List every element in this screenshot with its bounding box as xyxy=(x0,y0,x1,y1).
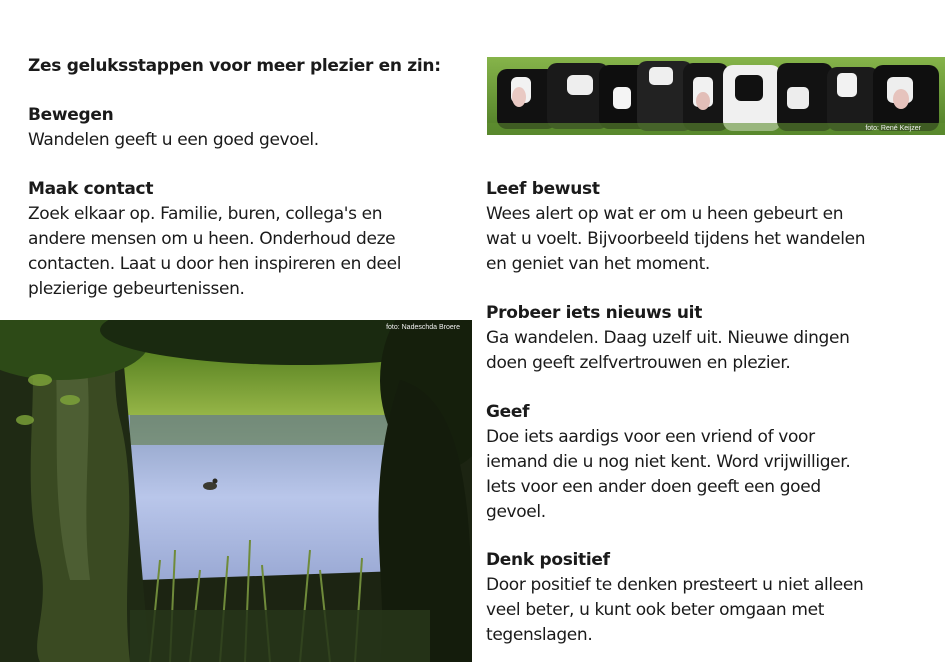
section-denk-positief xyxy=(486,548,926,648)
section-heading: Leef bewust xyxy=(486,179,600,199)
section-probeer-iets-nieuws xyxy=(486,301,926,376)
section-leef-bewust xyxy=(486,177,926,277)
section-text: Wees alert op wat er om u heen gebeurt en wat u voelt. Bijvoorbeeld tijdens het wandelen en geniet van het moment. xyxy=(486,204,866,274)
section-heading: Probeer iets nieuws uit xyxy=(486,303,703,323)
section-maak-contact xyxy=(28,177,458,302)
section-geef xyxy=(486,400,926,525)
section-text: Door positief te denken presteert u niet alleen veel beter, u kunt ook beter omgaan met tegenslagen. xyxy=(486,575,864,645)
section-text: Zoek elkaar op. Familie, buren, collega's en andere mensen om u heen. Onderhoud deze contacten. Laat u door hen inspireren en deel plezierige gebeurtenissen. xyxy=(28,204,402,299)
section-text: Ga wandelen. Daag uzelf uit. Nieuwe dingen doen geeft zelfvertrouwen en plezier. xyxy=(486,328,850,373)
section-text: Doe iets aardigs voor een vriend of voor iemand die u nog niet kent. Word vrijwilliger. Iets voor een ander doen geeft een goed gevoel. xyxy=(486,427,851,522)
section-heading: Geef xyxy=(486,402,530,422)
pond-photo xyxy=(0,320,472,662)
section-heading: Bewegen xyxy=(28,105,114,125)
section-text: Wandelen geeft u een goed gevoel. xyxy=(28,130,319,150)
cows-photo xyxy=(487,57,945,135)
cows-illustration xyxy=(487,57,945,135)
pond-illustration xyxy=(0,320,472,662)
cows-photo-credit: foto: René Keijzer xyxy=(865,125,921,132)
page-title: Zes geluksstappen voor meer plezier en zin: xyxy=(28,56,441,76)
pond-photo-credit: foto: Nadeschda Broere xyxy=(386,324,460,331)
section-heading: Maak contact xyxy=(28,179,154,199)
section-heading: Denk positief xyxy=(486,550,610,570)
section-bewegen xyxy=(28,103,458,153)
